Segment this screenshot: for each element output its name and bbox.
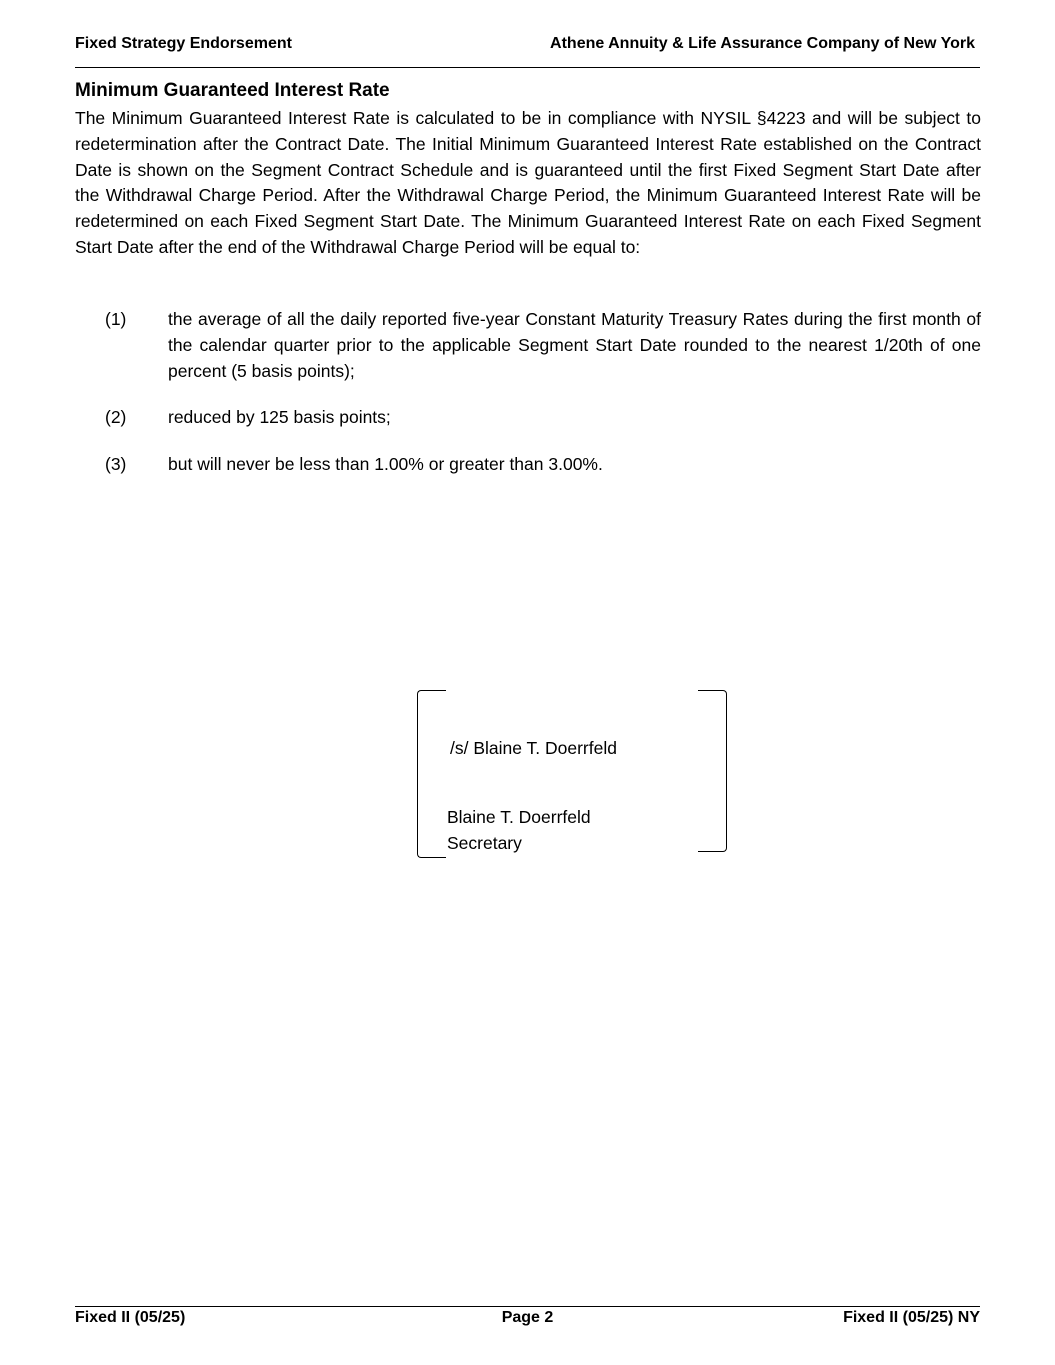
section-title: Minimum Guaranteed Interest Rate: [75, 80, 390, 101]
page-number: Page 2: [501, 1309, 554, 1326]
page-header: [75, 35, 980, 68]
list-item-number: (1): [105, 309, 127, 329]
company-name: Athene Annuity & Life Assurance Company of New York: [550, 35, 975, 52]
right-bracket: [698, 690, 727, 852]
list-item: [75, 307, 981, 384]
signature-block: [417, 690, 727, 860]
document-title: Fixed Strategy Endorsement: [75, 35, 292, 52]
list-item-text: the average of all the daily reported five-year Constant Maturity Treasury Rates during the first month of the calendar quarter prior to the applicable Segment Start Date rounded to the nearest 1/20th of one percent (5 basis points);: [168, 309, 981, 381]
section-body: The Minimum Guaranteed Interest Rate is calculated to be in compliance with NYSIL §4223 and will be subject to redetermination after the Contract Date. The Initial Minimum Guaranteed Interest Rate established on the Contract Date is shown on the Segment Contract Schedule and is guaranteed until the first Fixed Segment Start Date after the Withdrawal Charge Period. After the Withdrawal Charge Period, the Minimum Guaranteed Interest Rate will be redetermined on each Fixed Segment Start Date. The Minimum Guaranteed Interest Rate on each Fixed Segment Start Date after the end of the Withdrawal Charge Period will be equal to:: [75, 108, 981, 257]
list-item-number: (2): [105, 407, 127, 428]
page-footer: [75, 1306, 980, 1337]
signatory-title: Secretary: [447, 833, 522, 853]
signature-line: /s/ Blaine T. Doerrfeld: [450, 738, 617, 758]
list-item: [75, 452, 981, 478]
conditions-list: [75, 307, 981, 499]
list-item-text: but will never be less than 1.00% or greater than 3.00%.: [168, 454, 603, 475]
form-number: Fixed II (05/25): [75, 1309, 186, 1326]
list-item: [75, 405, 981, 431]
left-bracket: [417, 690, 446, 858]
list-item-number: (3): [105, 454, 127, 475]
form-number-state: Fixed II (05/25) NY: [843, 1309, 980, 1326]
signatory-name: Blaine T. Doerrfeld: [447, 807, 591, 827]
list-item-text: reduced by 125 basis points;: [168, 407, 391, 428]
